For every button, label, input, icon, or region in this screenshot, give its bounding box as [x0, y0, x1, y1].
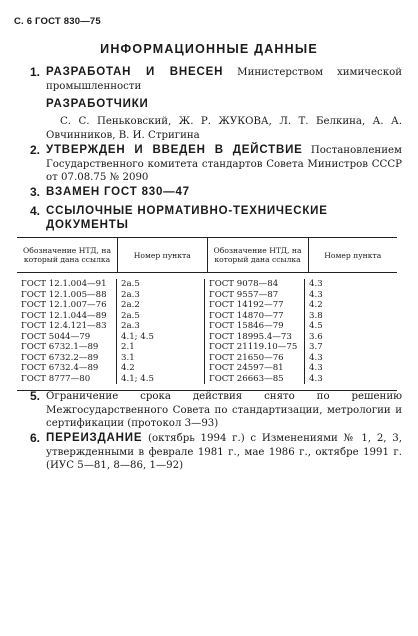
table-cell-left-item: 4.1; 4.5 [121, 373, 154, 384]
section-4-caps: ССЫЛОЧНЫЕ НОРМАТИВНО-ТЕХНИЧЕСКИЕ ДОКУМЕНТЫ [46, 205, 328, 231]
section-2 [30, 144, 402, 185]
table-cell-left-item: 3.1 [121, 352, 135, 363]
developers-heading: РАЗРАБОТЧИКИ [46, 98, 149, 110]
section-6-text: (октябрь 1994 г.) с Изменениями № 1, 2, 3, утвержденными в феврале 1981 г., мае 1986 г., октябре 1991 г. (ИУС 5—81, 8—86, 1—92) [46, 433, 402, 471]
document-title: ИНФОРМАЦИОННЫЕ ДАННЫЕ [100, 42, 318, 56]
header-item-left: Номер пункта [118, 238, 207, 272]
table-header [17, 238, 397, 273]
section-3-caps: ВЗАМЕН ГОСТ 830—47 [46, 186, 190, 198]
section-6-caps: ПЕРЕИЗДАНИЕ [46, 432, 143, 444]
table-cell-right-item: 4.3 [309, 289, 323, 300]
developers-list: С. С. Пеньковский, Ж. Р. ЖУКОВА, Л. Т. Белкина, А. А. Овчинников, В. И. Стригина [46, 116, 402, 141]
section-5-number: 5. [30, 389, 41, 403]
table-cell-left-item: 2а.3 [121, 289, 140, 300]
table-cell-left-item: 2а.5 [121, 279, 140, 289]
table-cell-right-doc: ГОСТ 14192—77 [209, 300, 284, 310]
table-cell-right-doc: ГОСТ 21650—76 [209, 352, 284, 363]
section-1-body [46, 66, 402, 93]
section-2-body [46, 144, 402, 185]
table-cell-right-item: 4.3 [309, 373, 323, 384]
column-right-docs [205, 279, 305, 384]
table-cell-right-doc: ГОСТ 24597—81 [209, 363, 284, 373]
table-cell-left-doc: ГОСТ 8777—80 [21, 373, 91, 384]
table-cell-right-item: 3.6 [309, 331, 323, 342]
table-cell-left-item: 2а.5 [121, 310, 140, 321]
table-cell-left-doc: ГОСТ 6732.4—89 [21, 363, 99, 373]
column-left-items [117, 279, 205, 384]
table-cell-right-doc: ГОСТ 9557—87 [209, 289, 279, 300]
section-6-body [46, 432, 402, 473]
table-cell-right-doc: ГОСТ 14870—77 [209, 310, 284, 321]
table-cell-left-item: 2.1 [121, 342, 135, 352]
section-5-body [46, 390, 402, 431]
header-item-right: Номер пункта [324, 250, 382, 260]
section-1 [30, 66, 402, 93]
column-right-items [305, 279, 393, 384]
table-cell-left-doc: ГОСТ 12.1.007—76 [21, 300, 107, 310]
table-cell-right-doc: ГОСТ 21119.10—75 [209, 342, 298, 352]
table-cell-left-doc: ГОСТ 12.1.044—89 [21, 310, 107, 321]
table-cell-left-item: 4.1; 4.5 [121, 331, 154, 342]
table-cell-left-item: 2а.2 [121, 300, 140, 310]
section-6 [30, 432, 402, 473]
table-cell-left-doc: ГОСТ 6732.1—89 [21, 342, 99, 352]
table-cell-right-doc: ГОСТ 9078—84 [209, 279, 279, 289]
section-1-caps: РАЗРАБОТАН И ВНЕСЕН [46, 66, 224, 78]
table-cell-right-doc: ГОСТ 15846—79 [209, 321, 284, 331]
table-cell-right-doc: ГОСТ 18995.4—73 [209, 331, 292, 342]
table-cell-left-doc: ГОСТ 5044—79 [21, 331, 91, 342]
section-3 [30, 186, 402, 200]
reference-table [17, 237, 397, 391]
section-2-number: 2. [30, 143, 41, 157]
table-cell-right-item: 4.2 [309, 300, 323, 310]
column-left-docs [17, 279, 117, 384]
section-4-number: 4. [30, 204, 41, 218]
table-cell-right-item: 4.3 [309, 363, 323, 373]
section-1-number: 1. [30, 65, 41, 79]
table-cell-left-doc: ГОСТ 6732.2—89 [21, 352, 99, 363]
table-cell-right-item: 4.5 [309, 321, 323, 331]
table-body [17, 273, 397, 390]
table-cell-left-doc: ГОСТ 12.1.004—91 [21, 279, 107, 289]
section-2-caps: УТВЕРЖДЕН И ВВЕДЕН В ДЕЙСТВИЕ [46, 144, 303, 156]
section-3-body [46, 186, 402, 200]
section-3-number: 3. [30, 185, 41, 199]
table-cell-right-doc: ГОСТ 26663—85 [209, 373, 284, 384]
table-cell-right-item: 4.3 [309, 279, 323, 289]
table-cell-right-item: 4.3 [309, 352, 323, 363]
table-cell-left-doc: ГОСТ 12.4.121—83 [21, 321, 107, 331]
section-5-text: Ограничение срока действия снято по решению Межгосударственного Совета по стандартизации, метрологии и сертификации (протокол 3—93) [46, 391, 402, 429]
header-doc-left: Обозначение НТД, на который дана ссылка [17, 238, 118, 272]
section-4 [30, 205, 402, 232]
table-cell-right-item: 3.8 [309, 310, 323, 321]
page-header: С. 6 ГОСТ 830—75 [14, 16, 101, 27]
section-6-number: 6. [30, 431, 41, 445]
table-cell-left-item: 2а.3 [121, 321, 140, 331]
table-cell-left-doc: ГОСТ 12.1.005—88 [21, 289, 107, 300]
section-1-text: Министерством химической промышленности [46, 67, 402, 92]
header-doc-right: Обозначение НТД, на который дана ссылка [208, 238, 309, 272]
section-4-body [46, 205, 402, 232]
table-cell-left-item: 4.2 [121, 363, 135, 373]
section-5 [30, 390, 402, 431]
table-cell-right-item: 3.7 [309, 342, 323, 352]
section-2-text: Постановлением Государственного комитета стандартов Совета Министров СССР от 07.08.75 № 2090 [46, 145, 402, 183]
